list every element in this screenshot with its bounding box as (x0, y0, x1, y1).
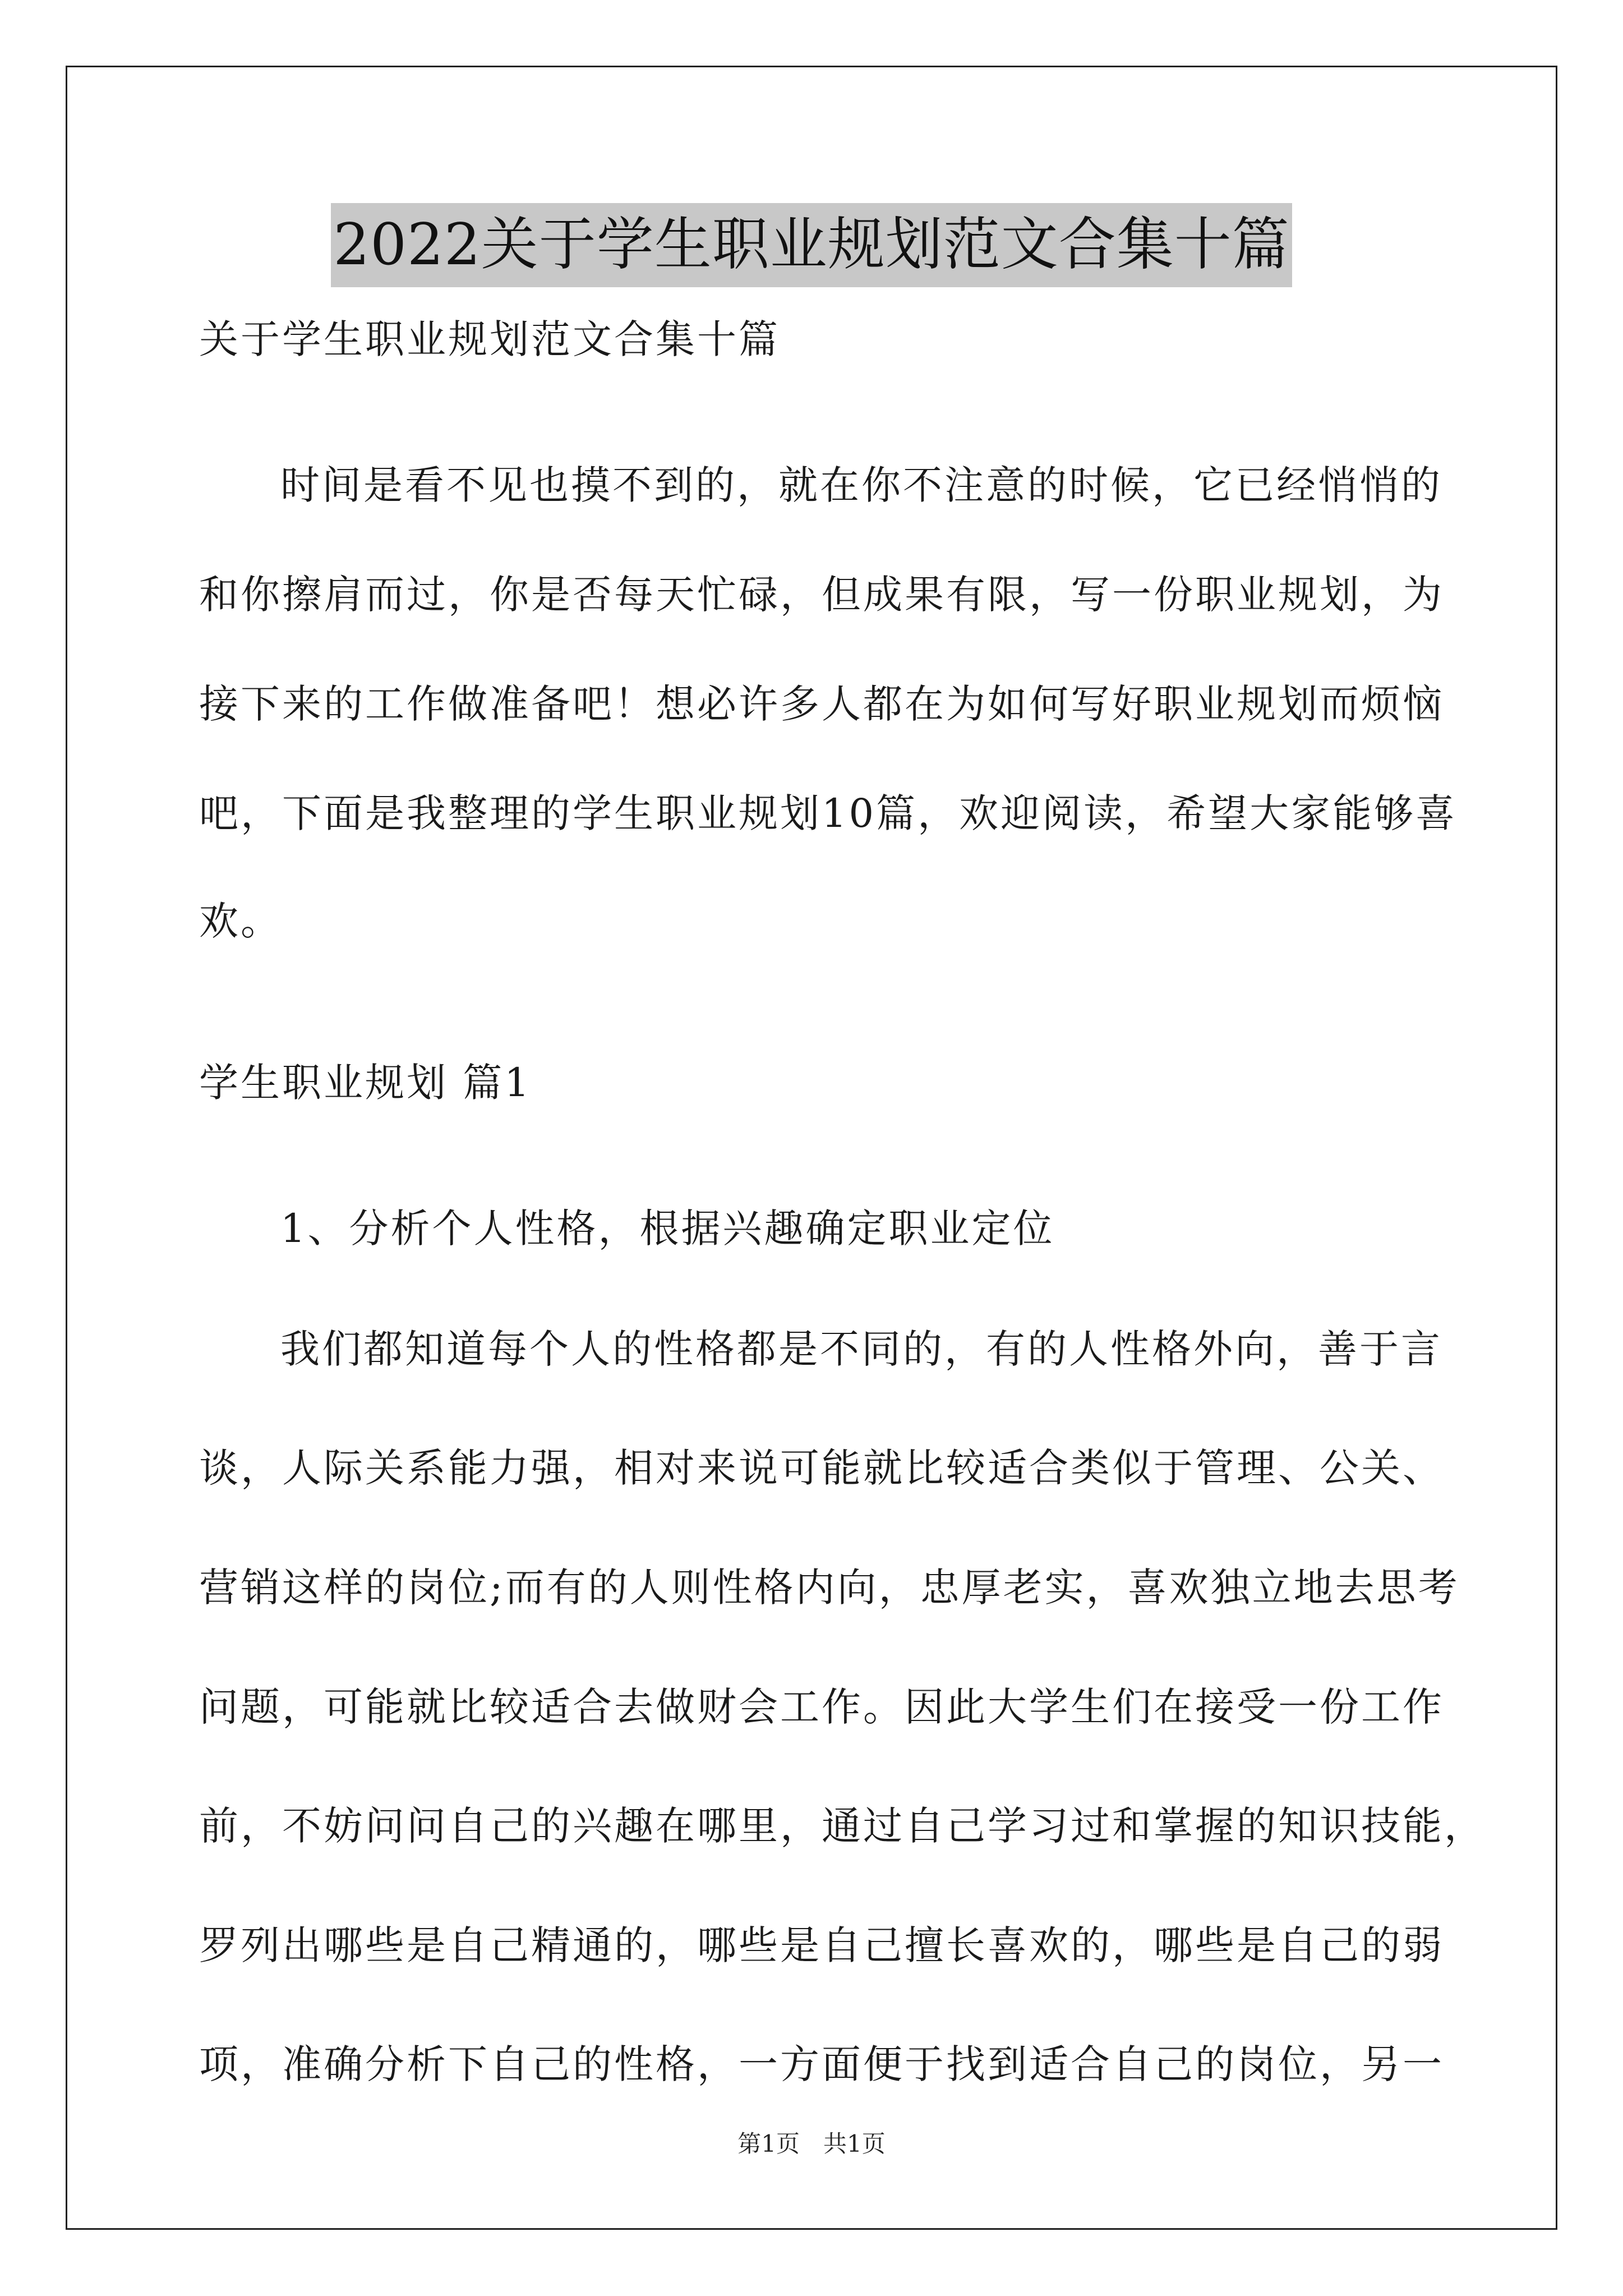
page-footer: 第1页 共1页 (737, 2130, 886, 2157)
body-line: 问题，可能就比较适合去做财会工作。因此大学生们在接受一份工作 (199, 1684, 1444, 1730)
document-title: 2022关于学生职业规划范文合集十篇 (331, 203, 1292, 287)
page-border (66, 66, 1557, 2230)
intro-line: 和你擦肩而过，你是否每天忙碌，但成果有限，写一份职业规划，为 (199, 572, 1444, 618)
intro-line: 时间是看不见也摸不到的，就在你不注意的时候，它已经悄悄的 (280, 462, 1442, 508)
section-heading: 学生职业规划 篇1 (199, 1060, 532, 1106)
body-line: 我们都知道每个人的性格都是不同的，有的人性格外向，善于言 (280, 1326, 1442, 1372)
point-heading: 1、分析个人性格，根据兴趣确定职业定位 (280, 1205, 1055, 1251)
body-line: 罗列出哪些是自己精通的，哪些是自己擅长喜欢的，哪些是自己的弱 (199, 1922, 1444, 1968)
intro-line: 接下来的工作做准备吧！想必许多人都在为如何写好职业规划而烦恼 (199, 681, 1444, 727)
body-line: 营销这样的岗位;而有的人则性格内向，忠厚老实，喜欢独立地去思考 (199, 1565, 1460, 1611)
body-line: 项，准确分析下自己的性格，一方面便于找到适合自己的岗位，另一 (199, 2041, 1444, 2087)
document-title-block (0, 203, 1623, 287)
intro-line: 吧，下面是我整理的学生职业规划10篇，欢迎阅读，希望大家能够喜 (199, 790, 1458, 836)
body-line: 前，不妨问问自己的兴趣在哪里，通过自己学习过和掌握的知识技能， (199, 1803, 1486, 1849)
document-subtitle: 关于学生职业规划范文合集十篇 (199, 316, 780, 362)
body-line: 谈，人际关系能力强，相对来说可能就比较适合类似于管理、公关、 (199, 1445, 1444, 1491)
intro-line: 欢。 (199, 898, 282, 944)
